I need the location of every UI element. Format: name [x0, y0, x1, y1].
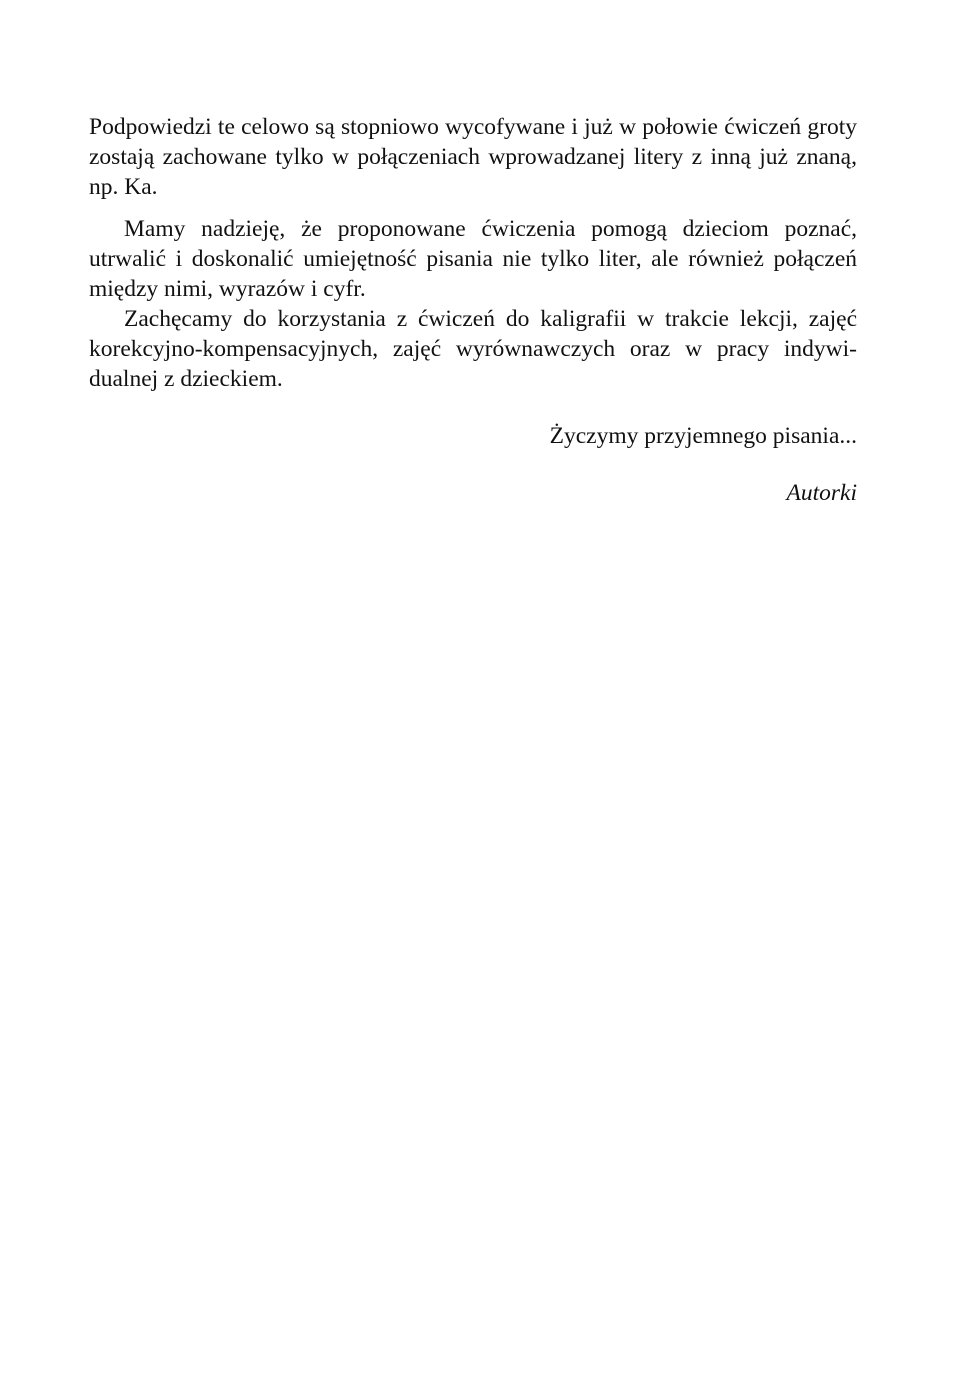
paragraph-spacer — [89, 202, 857, 214]
paragraph-hope: Mamy nadzieję, że proponowane ćwiczenia pomogą dzieciom poznać, utrwalić i doskonalić umiejętność pisania nie tylko liter, ale również połączeń między nimi, wyrazów i cyfr. — [89, 216, 857, 302]
paragraph-hints: Podpowiedzi te celowo są stopniowo wycofywane i już w połowie ćwiczeń groty zostają zachowane tylko w połączeniach wprowadzanej litery z inną już znaną, np. Ka. — [89, 114, 857, 200]
signature-spacer — [89, 451, 857, 478]
closing-spacer — [89, 394, 857, 421]
body-text — [89, 112, 857, 508]
paragraph-encouragement: Zachęcamy do korzystania z ćwiczeń do kaligrafii w trakcie lekcji, zajęć korekcyjno-kompensacyjnych, zajęć wyrównawczych oraz w pracy indywidualnej z dzieckiem. — [89, 306, 857, 392]
signature: Autorki — [786, 480, 857, 506]
closing-line: Życzymy przyjemnego pisania... — [549, 423, 857, 449]
